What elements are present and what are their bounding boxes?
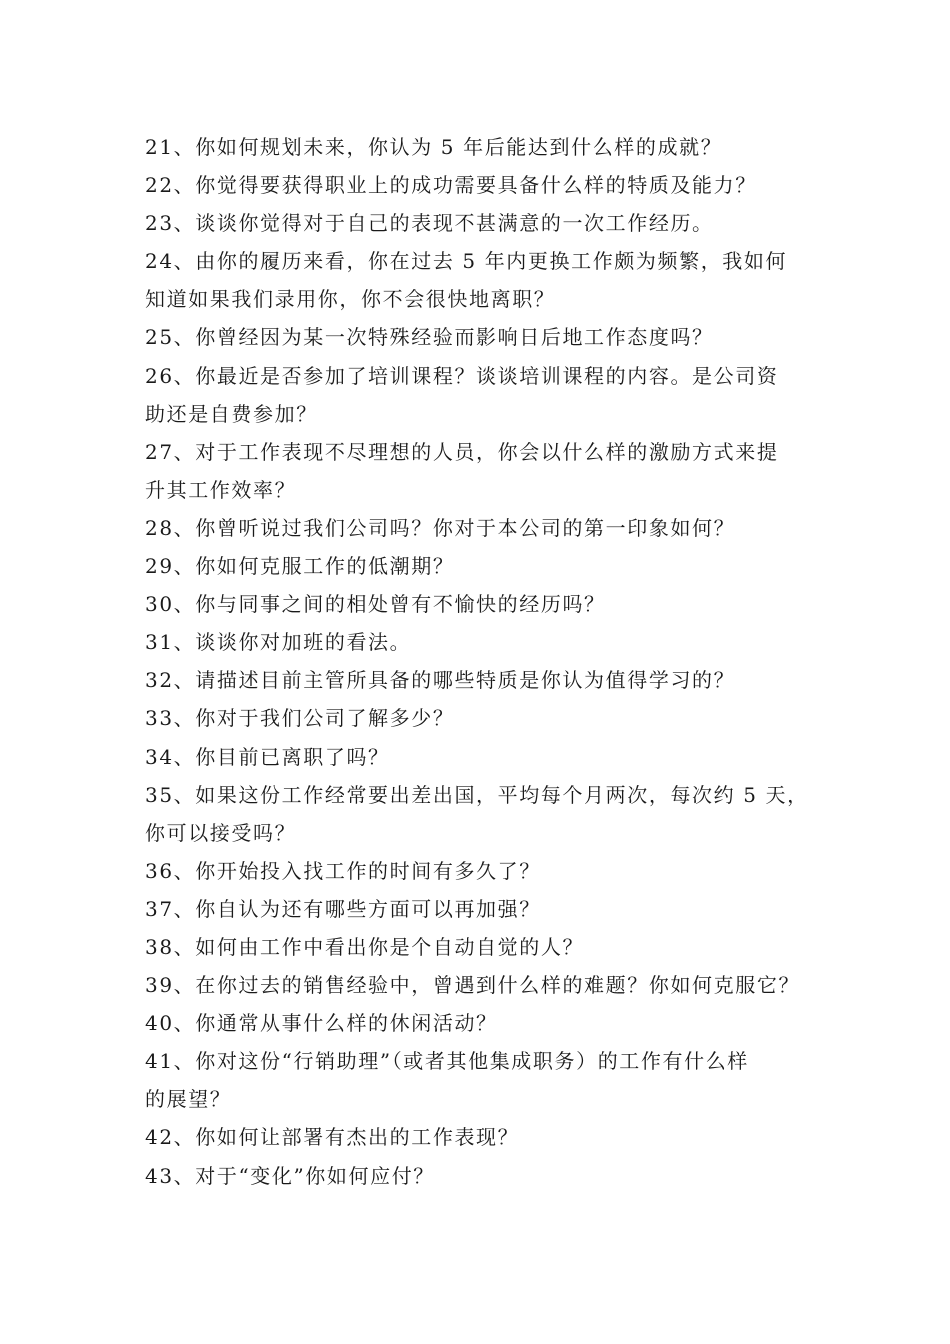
question-item-continuation: 升其工作效率？ [145,477,297,502]
question-item: 39、在你过去的销售经验中，曾遇到什么样的难题？你如何克服它？ [145,973,801,998]
question-item: 23、谈谈你觉得对于自己的表现不甚满意的一次工作经历。 [145,211,714,236]
question-item: 24、由你的履历来看，你在过去 5 年内更换工作颇为频繁，我如何 [145,249,788,274]
question-item: 40、你通常从事什么样的休闲活动？ [145,1011,498,1036]
question-item: 25、你曾经因为某一次特殊经验而影响日后地工作态度吗？ [145,325,714,350]
question-item: 30、你与同事之间的相处曾有不愉快的经历吗？ [145,592,606,617]
question-item: 37、你自认为还有哪些方面可以再加强？ [145,896,541,921]
question-item-continuation: 知道如果我们录用你，你不会很快地离职？ [145,287,556,312]
question-item: 22、你觉得要获得职业上的成功需要具备什么样的特质及能力？ [145,173,757,198]
question-item: 33、你对于我们公司了解多少？ [145,706,455,731]
question-item: 29、你如何克服工作的低潮期？ [145,554,455,579]
question-item: 31、谈谈你对加班的看法。 [145,630,412,655]
question-item-continuation: 助还是自费参加？ [145,401,318,426]
question-item: 34、你目前已离职了吗？ [145,744,390,769]
question-item: 36、你开始投入找工作的时间有多久了？ [145,858,541,883]
question-item: 32、请描述目前主管所具备的哪些特质是你认为值得学习的？ [145,668,736,693]
question-item: 28、你曾听说过我们公司吗？你对于本公司的第一印象如何？ [145,515,736,540]
question-item: 26、你最近是否参加了培训课程？谈谈培训课程的内容。是公司资 [145,363,779,388]
question-item: 41、你对这份“行销助理”（或者其他集成职务）的工作有什么样 [145,1049,749,1074]
question-item-continuation: 的展望？ [145,1087,232,1112]
question-item-continuation: 你可以接受吗？ [145,820,297,845]
question-item: 27、对于工作表现不尽理想的人员，你会以什么样的激励方式来提 [145,439,779,464]
question-item: 42、你如何让部署有杰出的工作表现？ [145,1125,520,1150]
question-item: 35、如果这份工作经常要出差出国，平均每个月两次，每次约 5 天， [145,782,809,807]
question-item: 43、对于“变化”你如何应付？ [145,1163,435,1188]
question-list [145,128,815,1195]
question-item: 38、如何由工作中看出你是个自动自觉的人？ [145,934,585,959]
question-item: 21、你如何规划未来，你认为 5 年后能达到什么样的成就？ [145,135,723,159]
